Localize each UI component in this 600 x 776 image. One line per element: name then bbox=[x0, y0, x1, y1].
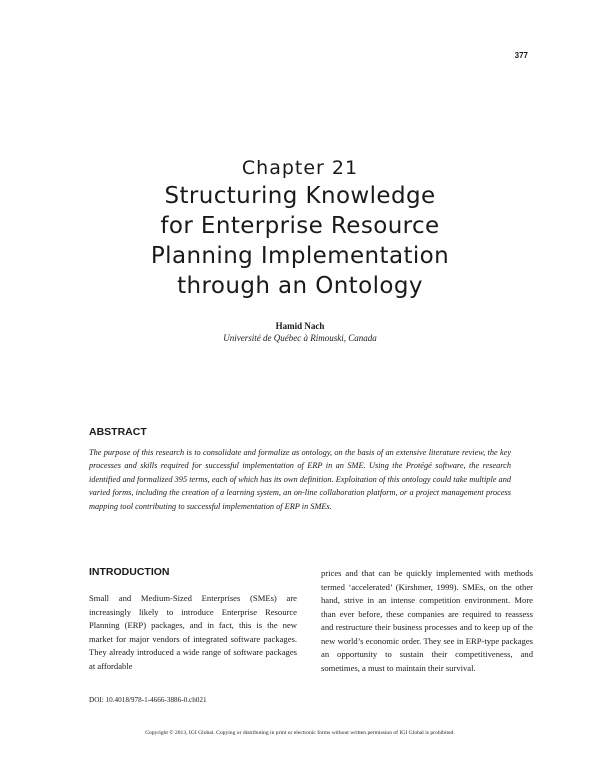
chapter-title bbox=[100, 181, 500, 301]
page-number: 377 bbox=[514, 51, 528, 60]
copyright-notice: Copyright © 2013, IGI Global. Copying or distributing in print or electronic forms without written permission of IGI Global is prohibited. bbox=[145, 730, 455, 736]
chapter-label: Chapter 21 bbox=[241, 157, 359, 179]
author-affiliation: Université de Québec à Rimouski, Canada bbox=[223, 333, 377, 343]
introduction-heading: INTRODUCTION bbox=[89, 566, 170, 578]
abstract-body: The purpose of this research is to consolidate and formalize as ontology, on the basis of an extensive literature review, the key processes and skills required for successful implementation of ERP in an SME. Using the Protégé software, the research identified and formalized 395 terms, each of which has its own definition. Exploitation of this ontology could take multiple and varied forms, including the creation of a learning system, an on-line collaboration platform, or a project management process mapping tool contributing to successful implementation of ERP in SMEs. bbox=[89, 448, 511, 511]
author-name: Hamid Nach bbox=[275, 321, 325, 331]
chapter-title-line: Planning Implementation bbox=[150, 243, 450, 269]
doi-line: DOI: 10.4018/978-1-4666-3886-0.ch021 bbox=[89, 696, 207, 704]
introduction-right-column: prices and that can be quickly implemented with methods termed ‘accelerated’ (Kirshmer, 1999). SMEs, on the other hand, strive in an intense competition environment. More than ever before, these companies are required to reassess and restructure their business processes and to keep up of the new world’s economic order. They see in ERP-type packages an opportunity to sustain their competitiveness, and sometimes, a must to maintain their survival. bbox=[321, 568, 533, 673]
chapter-title-line: for Enterprise Resource bbox=[160, 213, 440, 239]
abstract-heading: ABSTRACT bbox=[89, 426, 147, 438]
chapter-title-line: through an Ontology bbox=[177, 273, 423, 299]
chapter-title-line: Structuring Knowledge bbox=[164, 183, 436, 209]
introduction-left-column: Small and Medium-Sized Enterprises (SMEs) are increasingly likely to introduce Enterprise Resource Planning (ERP) packages, and in fact, this is the new market for major vendors of integrated software packages. They already introduced a wide range of software packages at affordable bbox=[89, 593, 297, 671]
